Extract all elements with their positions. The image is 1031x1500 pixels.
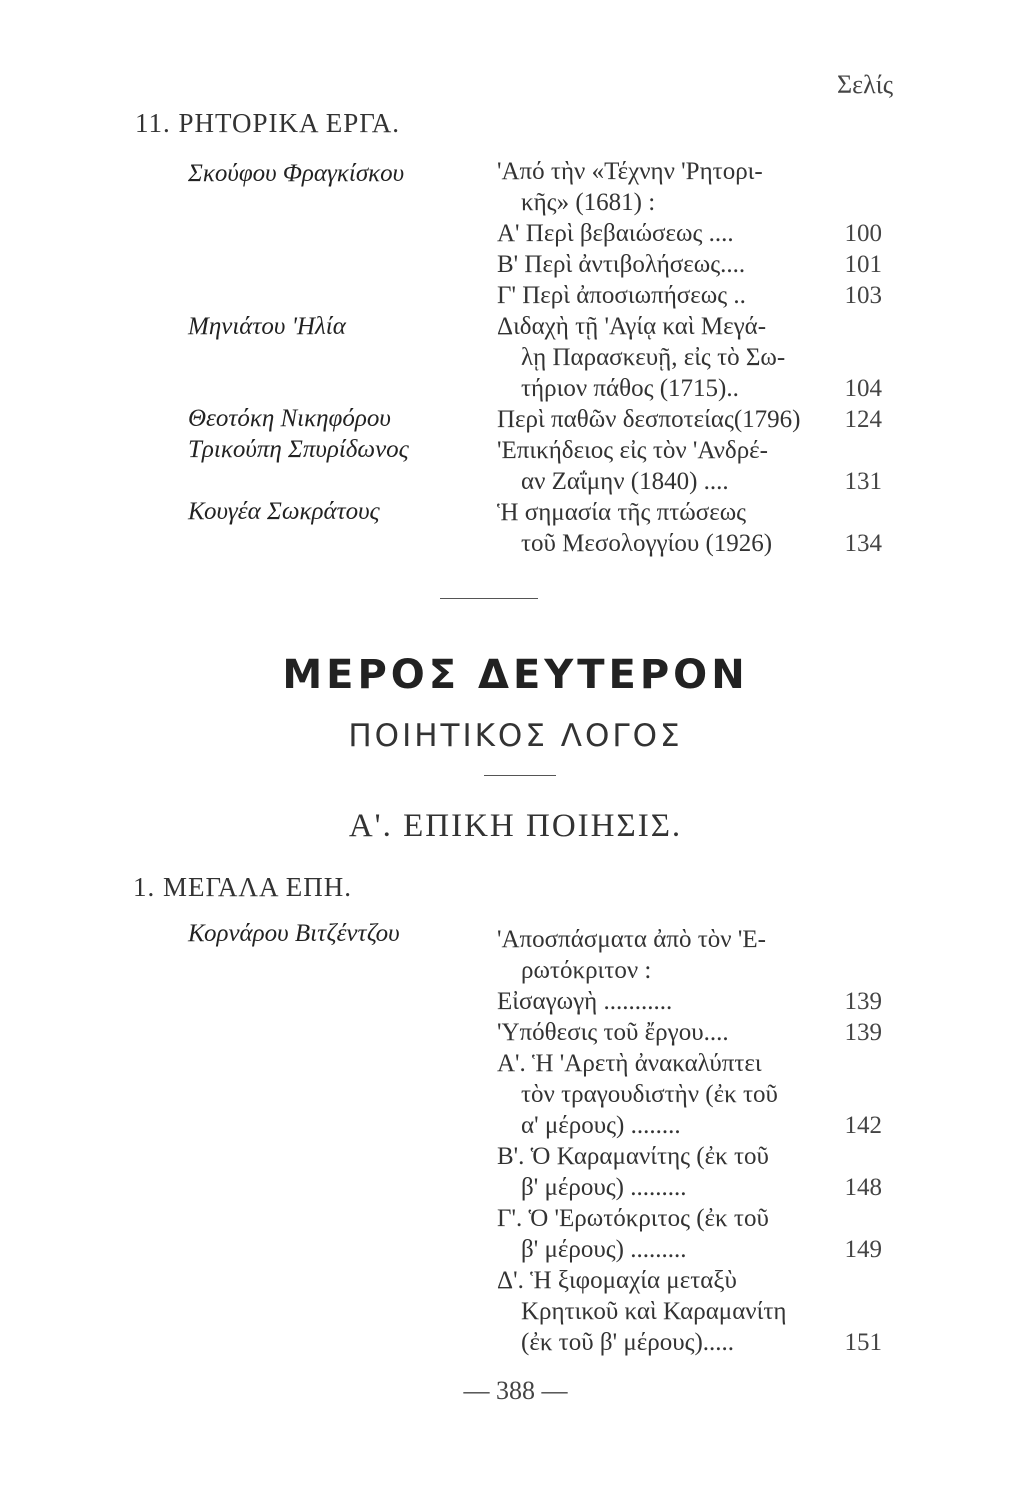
page-number-entry: 142 (844, 1112, 882, 1139)
entry-line: 'Από τὴν «Τέχνην 'Ρητορι- (497, 158, 763, 185)
divider (440, 598, 538, 599)
page-number-entry: 124 (844, 406, 882, 433)
page-number-entry: 104 (844, 375, 882, 402)
entry-line: κῆς» (1681) : (521, 189, 656, 216)
page-number-entry: 134 (844, 530, 882, 557)
author-name: Κορνάρου Βιτζέντζου (188, 920, 400, 947)
entry-line: Ἡ σημασία τῆς πτώσεως (497, 499, 747, 526)
entry-line: Εἰσαγωγὴ ........... (497, 988, 673, 1015)
page-number-entry: 103 (844, 282, 882, 309)
section-heading: 1. ΜΕΓΑΛΑ ΕΠΗ. (133, 872, 353, 902)
part-title: ΜΕΡΟΣ ΔΕΥΤΕΡΟΝ (282, 652, 749, 698)
page-number-entry: 149 (844, 1236, 882, 1263)
page-number-entry: 148 (844, 1174, 882, 1201)
entry-line: τὸν τραγουδιστὴν (ἐκ τοῦ (521, 1081, 778, 1108)
author-name: Μηνιάτου 'Ηλία (188, 313, 346, 340)
entry-line: Α' Περὶ βεβαιώσεως .... (497, 220, 734, 247)
page-number-entry: 101 (844, 251, 882, 278)
page-number: — 388 — (463, 1376, 568, 1405)
page-number-entry: 100 (844, 220, 882, 247)
entry-line: Δ'. Ἡ ξιφομαχία μεταξὺ (497, 1267, 737, 1294)
page-number-entry: 151 (844, 1329, 882, 1356)
author-name: Κουγέα Σωκράτους (188, 498, 380, 525)
author-name: Σκούφου Φραγκίσκου (188, 160, 405, 187)
author-name: Θεοτόκη Νικηφόρου (188, 405, 391, 432)
part-subtitle: ΠΟΙΗΤΙΚΟΣ ΛΟΓΟΣ (348, 718, 683, 754)
entry-line: β' μέρους) ......... (521, 1236, 687, 1263)
page-number-entry: 139 (844, 988, 882, 1015)
entry-line: τοῦ Μεσολογγίου (1926) (521, 530, 773, 557)
entry-line: Α'. Ἡ 'Αρετὴ ἀνακαλύπτει (497, 1050, 762, 1077)
entry-line: 'Υπόθεσις τοῦ ἔργου.... (497, 1019, 729, 1046)
entry-line: 'Επικήδειος εἰς τὸν 'Ανδρέ- (497, 437, 769, 464)
entry-line: Γ'. Ὁ 'Ερωτόκριτος (ἐκ τοῦ (497, 1205, 769, 1232)
entry-line: α' μέρους) ........ (521, 1112, 681, 1139)
divider (484, 775, 556, 776)
author-name: Τρικούπη Σπυρίδωνος (188, 436, 409, 463)
entry-line: Κρητικοῦ καὶ Καραμανίτη (521, 1298, 787, 1325)
entry-line: τήριον πάθος (1715).. (521, 375, 739, 402)
entry-line: Περὶ παθῶν δεσποτείας(1796) (497, 406, 801, 433)
entry-line: ρωτόκριτον : (521, 957, 652, 984)
entry-line: Β' Περὶ ἀντιβολήσεως.... (497, 251, 746, 278)
page-number-entry: 139 (844, 1019, 882, 1046)
entry-line: 'Αποσπάσματα ἀπὸ τὸν 'Ε- (497, 926, 766, 953)
entry-line: Γ' Περὶ ἀποσιωπήσεως .. (497, 282, 746, 309)
entry-line: Β'. Ὁ Καραμανίτης (ἐκ τοῦ (497, 1143, 769, 1170)
section-heading: 11. ΡΗΤΟΡΙΚΑ ΕΡΓΑ. (135, 108, 400, 138)
entry-line: αν Ζαΐμην (1840) .... (521, 468, 729, 495)
chapter-heading: Α'. ΕΠΙΚΗ ΠΟΙΗΣΙΣ. (348, 808, 683, 844)
page-number-entry: 131 (844, 468, 882, 495)
entry-line: Διδαχὴ τῇ 'Αγίᾳ καὶ Μεγά- (497, 313, 767, 340)
entry-line: (ἐκ τοῦ β' μέρους)..... (521, 1329, 735, 1356)
entry-line: λῃ Παρασκευῇ, εἰς τὸ Σω- (521, 344, 786, 371)
page-column-label: Σελίς (837, 70, 893, 99)
entry-line: β' μέρους) ......... (521, 1174, 687, 1201)
